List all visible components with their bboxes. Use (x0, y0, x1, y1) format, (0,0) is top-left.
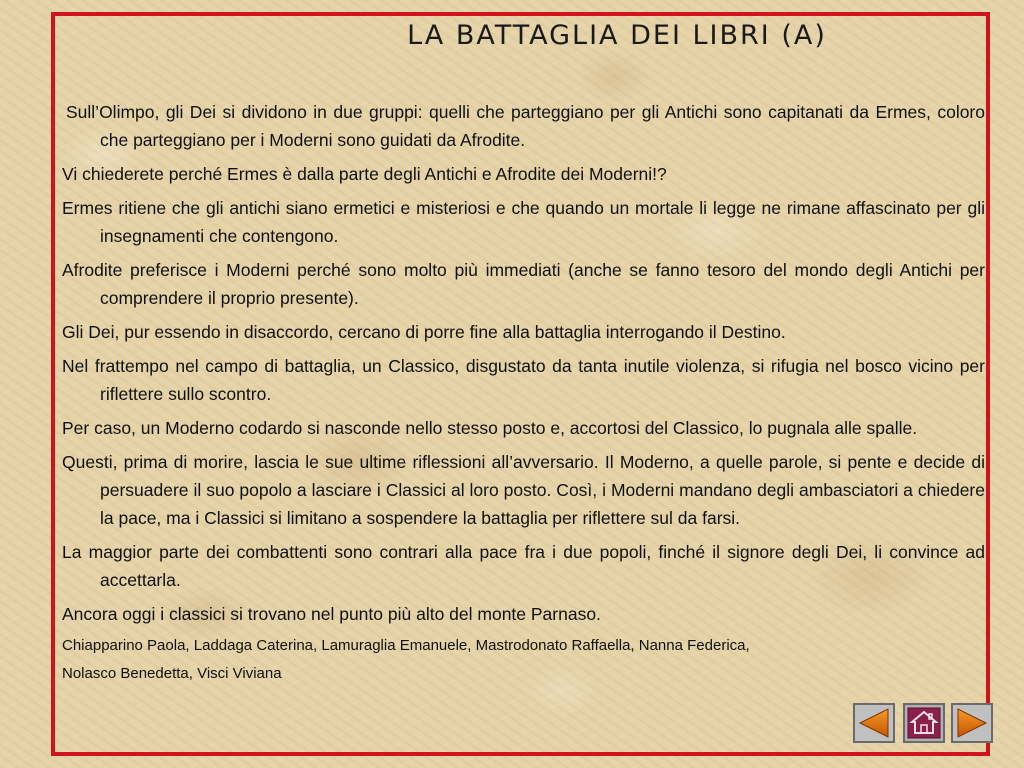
paragraph: Per caso, un Moderno codardo si nasconde nello stesso posto e, accortosi del Classico, lo pugnala alle spalle. (62, 418, 918, 438)
paragraph: Gli Dei, pur essendo in disaccordo, cercano di porre fine alla battaglia interrogando il Destino. (62, 322, 786, 342)
paragraph: Questi, prima di morire, lascia le sue ultime riflessioni all’avversario. Il Moderno, a quelle parole, si pente e decide di persuadere il suo popolo a lasciare i Classici al loro posto. Così, i Moderni mandano degli ambasciatori a chiedere la pace, ma i Classici si limitano a sospendere la battaglia per riflettere sul da farsi. (62, 452, 985, 528)
prev-slide-button[interactable] (853, 703, 895, 743)
home-button[interactable] (903, 703, 945, 743)
paragraph: Vi chiederete perché Ermes è dalla parte degli Antichi e Afrodite dei Moderni!? (62, 164, 667, 184)
next-slide-button[interactable] (951, 703, 993, 743)
credits-line: Nolasco Benedetta, Visci Viviana (62, 665, 282, 682)
paragraph: Ermes ritiene che gli antichi siano ermetici e misteriosi e che quando un mortale li legge ne rimane affascinato per gli insegnamenti che contengono. (62, 198, 985, 246)
paragraph: Nel frattempo nel campo di battaglia, un Classico, disgustato da tanta inutile violenza, si rifugia nel bosco vicino per riflettere sullo scontro. (62, 356, 985, 404)
paragraph: La maggior parte dei combattenti sono contrari alla pace fra i due popoli, finché il signore degli Dei, li convince ad accettarla. (62, 542, 985, 590)
story-text (62, 98, 985, 690)
paragraph: Sull’Olimpo, gli Dei si dividono in due gruppi: quelli che parteggiano per gli Antichi sono capitanati da Ermes, coloro che parteggiano per i Moderni sono guidati da Afrodite. (66, 102, 985, 150)
page-title: LA BATTAGLIA DEI LIBRI (A) (407, 20, 827, 51)
paragraph: Afrodite preferisce i Moderni perché sono molto più immediati (anche se fanno tesoro del mondo degli Antichi per comprendere il proprio presente). (62, 260, 985, 308)
credits-line: Chiapparino Paola, Laddaga Caterina, Lamuraglia Emanuele, Mastrodonato Raffaella, Nanna Federica, (62, 637, 750, 654)
arrow-right-icon (955, 707, 989, 739)
home-icon (907, 707, 941, 739)
arrow-left-icon (857, 707, 891, 739)
paragraph: Ancora oggi i classici si trovano nel punto più alto del monte Parnaso. (62, 604, 601, 624)
